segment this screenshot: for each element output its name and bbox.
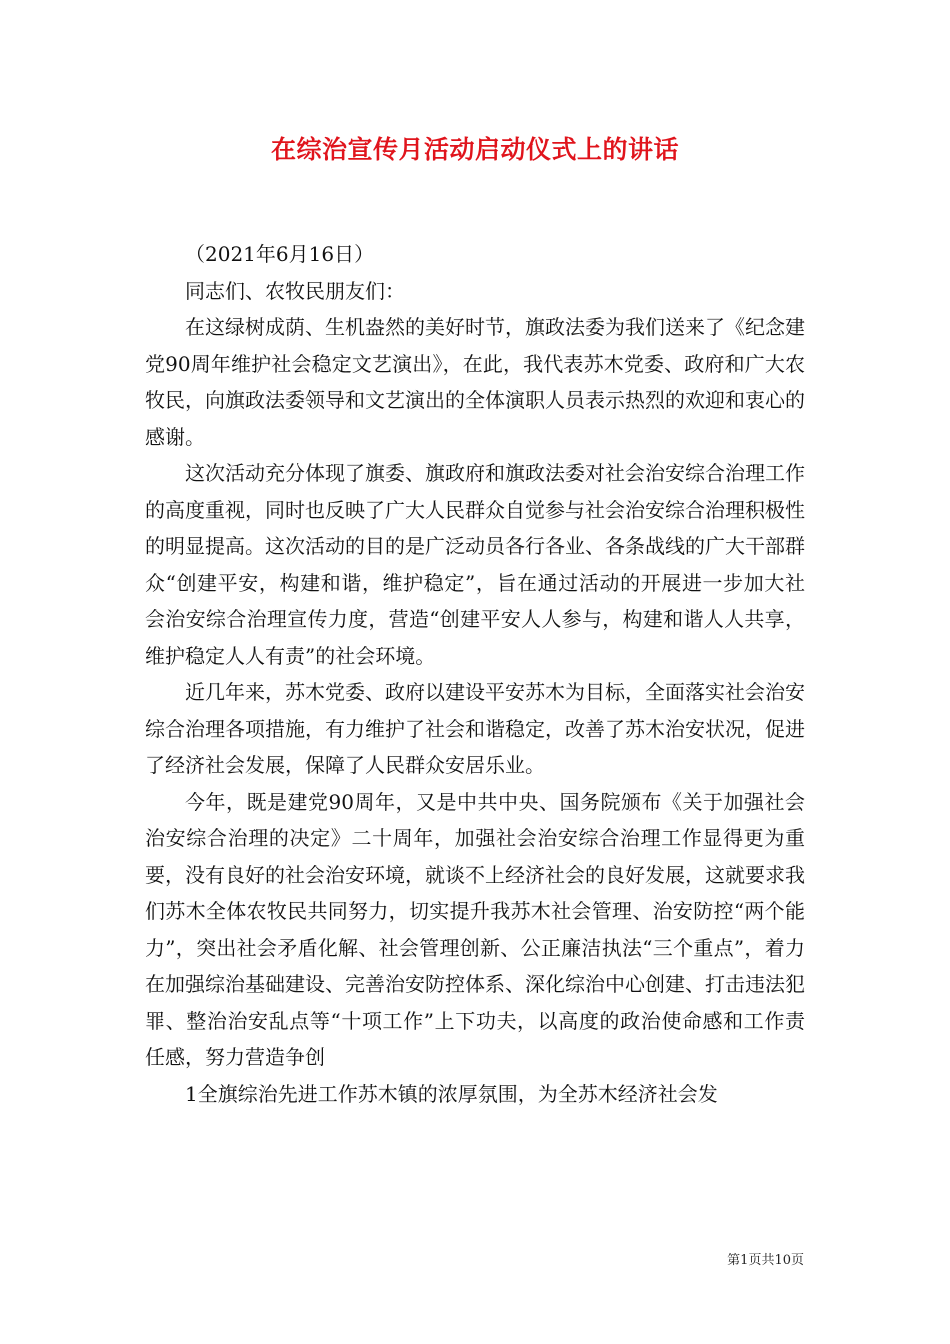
date-line: （2021年6月16日） [185, 242, 375, 266]
paragraph-3: 近几年来，苏木党委、政府以建设平安苏木为目标，全面落实社会治安综合治理各项措施，有力维护了社会和谐稳定，改善了苏木治安状况，促进了经济社会发展，保障了人民群众安居乐业。 [145, 680, 805, 777]
paragraph-5: 1全旗综治先进工作苏木镇的浓厚氛围，为全苏木经济社会发 [185, 1081, 718, 1106]
paragraph-1: 在这绿树成荫、生机盎然的美好时节，旗政法委为我们送来了《纪念建党90周年维护社会稳定文艺演出》，在此，我代表苏木党委、政府和广大农牧民，向旗政法委领导和文艺演出的全体演职人员表示热烈的欢迎和衷心的感谢。 [145, 315, 805, 449]
paragraph-4: 今年，既是建党90周年，又是中共中央、国务院颁布《关于加强社会治安综合治理的决定》二十周年，加强社会治安综合治理工作显得更为重要，没有良好的社会治安环境，就谈不上经济社会的良好发展，这就要求我们苏木全体农牧民共同努力，切实提升我苏木社会管理、治安防控“两个能力”，突出社会矛盾化解、社会管理创新、公正廉洁执法“三个重点”，着力在加强综治基础建设、完善治安防控体系、深化综治中心创建、打击违法犯罪、整治治安乱点等“十项工作”上下功夫，以高度的政治使命感和工作责任感，努力营造争创 [145, 789, 805, 1069]
greeting-line: 同志们、农牧民朋友们： [185, 278, 405, 303]
document-title: 在综治宣传月活动启动仪式上的讲话 [270, 135, 679, 164]
page-number: 第1页共10页 [727, 1253, 804, 1268]
paragraph-2: 这次活动充分体现了旗委、旗政府和旗政法委对社会治安综合治理工作的高度重视，同时也反映了广大人民群众自觉参与社会治安综合治理积极性的明显提高。这次活动的目的是广泛动员各行各业、各条战线的广大干部群众“创建平安，构建和谐，维护稳定”，旨在通过活动的开展进一步加大社会治安综合治理宣传力度，营造“创建平安人人参与，构建和谐人人共享，维护稳定人人有责”的社会环境。 [145, 461, 805, 668]
document-body [145, 236, 805, 1112]
